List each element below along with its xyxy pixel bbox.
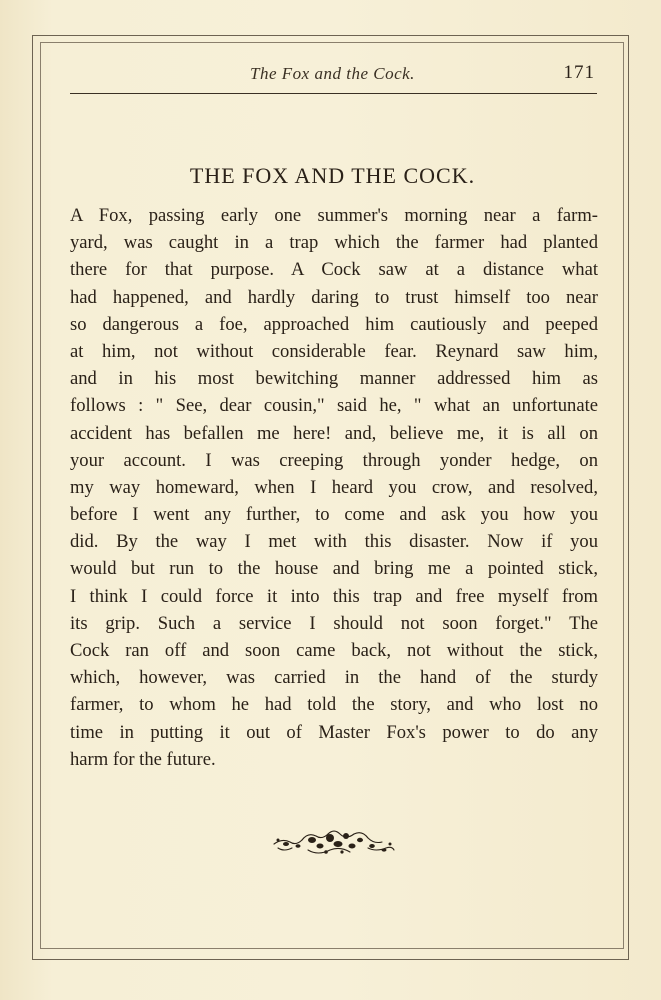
story-body (70, 202, 598, 773)
story-line: accident has befallen me here! and, believe me, it is all on (70, 422, 598, 444)
floral-vignette-icon (268, 822, 398, 860)
story-line: its grip. Such a service I should not soon forget." The (70, 612, 598, 634)
story-line: which, however, was carried in the hand of the sturdy (70, 667, 598, 689)
story-line: at him, not without considerable fear. Reynard saw him, (70, 340, 598, 362)
story-line: did. By the way I met with this disaster. Now if you (70, 531, 598, 553)
story-line: my way homeward, when I heard you crow, and resolved, (70, 476, 598, 498)
running-head (70, 60, 595, 90)
story-line: follows : " See, dear cousin," said he, " what an unfortunate (70, 395, 598, 417)
story-line: A Fox, passing early one summer's morning near a farm- (70, 205, 598, 226)
story-title: THE FOX AND THE COCK. (189, 163, 476, 188)
story-line: before I went any further, to come and ask you how you (70, 504, 598, 526)
story-line: there for that purpose. A Cock saw at a distance what (70, 259, 598, 281)
story-line: so dangerous a foe, approached him cautiously and peeped (70, 313, 598, 335)
header-rule (70, 93, 597, 94)
story-line: time in putting it out of Master Fox's power to do any (70, 721, 598, 743)
story-line: your account. I was creeping through yonder hedge, on (70, 449, 598, 471)
story-line: yard, was caught in a trap which the farmer had planted (70, 232, 598, 254)
story-line: I think I could force it into this trap and free myself from (70, 585, 598, 607)
story-line: farmer, to whom he had told the story, and who lost no (70, 694, 598, 716)
story-line: Cock ran off and soon came back, not without the stick, (70, 640, 598, 661)
story-line-last: harm for the future. (70, 748, 216, 770)
story-line: and in his most bewitching manner addressed him as (70, 368, 598, 390)
running-title: The Fox and the Cock. (250, 64, 415, 83)
story-line: had happened, and hardly daring to trust himself too near (70, 286, 598, 308)
story-line: would but run to the house and bring me a pointed stick, (70, 558, 598, 580)
page-number: 171 (563, 62, 595, 83)
